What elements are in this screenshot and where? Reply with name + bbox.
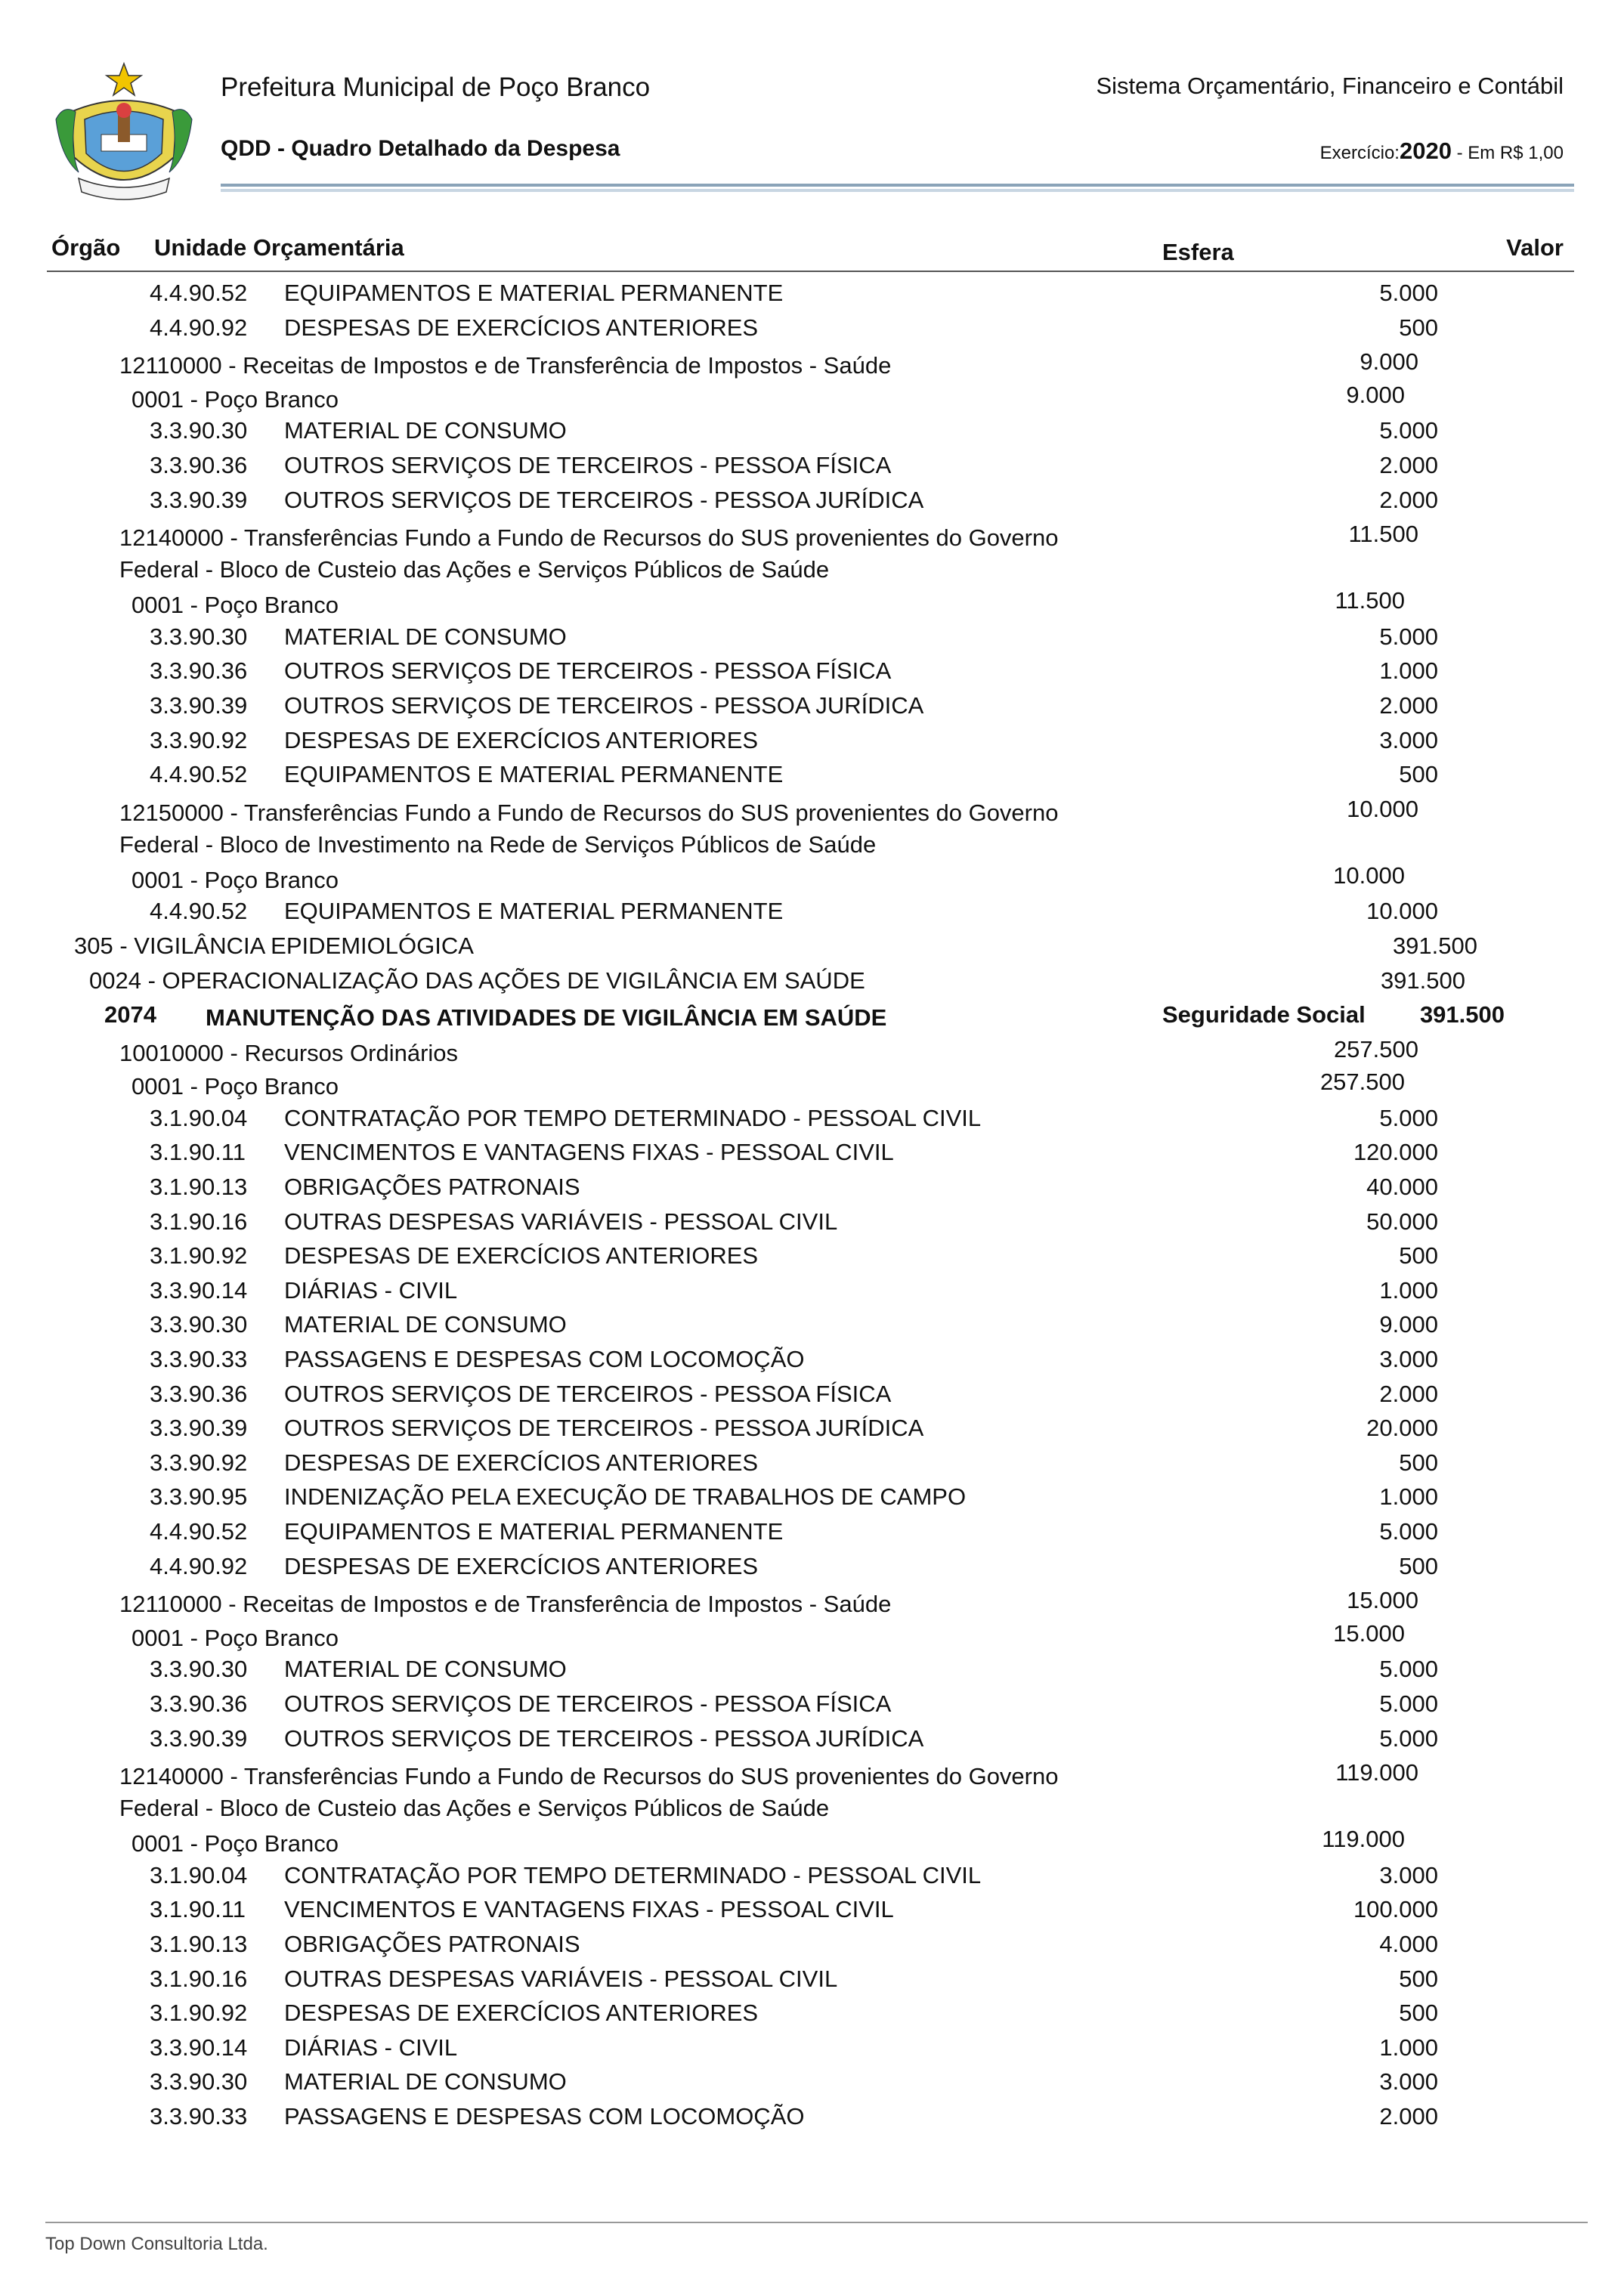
- expense-code: 3.3.90.39: [150, 691, 248, 719]
- expense-code: 3.3.90.95: [150, 1483, 248, 1511]
- expense-value: 20.000: [1366, 1415, 1438, 1442]
- expense-line-row: [0, 1961, 1624, 1996]
- expense-value: 1.000: [1379, 1276, 1438, 1304]
- expense-value: 3.000: [1379, 2068, 1438, 2096]
- expense-line-row: [0, 1651, 1624, 1686]
- expense-description: OUTROS SERVIÇOS DE TERCEIROS - PESSOA JURÍDICA: [284, 1415, 924, 1442]
- subprogram-value: 391.500: [1380, 967, 1465, 994]
- expense-line-row: [0, 1307, 1624, 1341]
- expense-description: DESPESAS DE EXERCÍCIOS ANTERIORES: [284, 1449, 759, 1476]
- resource-source-value: 9.000: [1360, 348, 1418, 376]
- expense-description: OUTROS SERVIÇOS DE TERCEIROS - PESSOA FÍSICA: [284, 1690, 892, 1717]
- expense-description: EQUIPAMENTOS E MATERIAL PERMANENTE: [284, 761, 784, 788]
- budget-unit-description: 0001 - Poço Branco: [131, 1073, 339, 1100]
- expense-description: MATERIAL DE CONSUMO: [284, 623, 567, 650]
- expense-line-row: [0, 1134, 1624, 1169]
- expense-line-row: [0, 688, 1624, 722]
- expense-code: 4.4.90.52: [150, 898, 248, 925]
- resource-source-description: [119, 522, 1058, 586]
- system-name: Sistema Orçamentário, Financeiro e Contábil: [1096, 73, 1564, 99]
- expense-code: 3.3.90.36: [150, 1690, 248, 1717]
- budget-unit-row: [0, 1066, 1624, 1100]
- expense-line-row: [0, 1926, 1624, 1961]
- expense-line-row: [0, 1721, 1624, 1755]
- budget-unit-value: 15.000: [1333, 1619, 1405, 1647]
- expense-value: 500: [1399, 314, 1438, 341]
- action-description: MANUTENÇÃO DAS ATIVIDADES DE VIGILÂNCIA EM SAÚDE: [206, 1004, 887, 1032]
- budget-unit-description: 0001 - Poço Branco: [131, 1624, 339, 1651]
- budget-unit-value: 119.000: [1322, 1826, 1405, 1853]
- expense-description: MATERIAL DE CONSUMO: [284, 1656, 567, 1683]
- column-header-rule: [47, 271, 1574, 272]
- expense-value: 5.000: [1379, 417, 1438, 444]
- resource-source-description: 12110000 - Receitas de Impostos e de Transferência de Impostos - Saúde: [119, 1591, 892, 1618]
- expense-description: DESPESAS DE EXERCÍCIOS ANTERIORES: [284, 1552, 759, 1579]
- expense-code: 4.4.90.52: [150, 1518, 248, 1545]
- expense-table: [0, 275, 1624, 2133]
- column-header-valor: Valor: [1506, 234, 1564, 261]
- expense-description: OUTRAS DESPESAS VARIÁVEIS - PESSOAL CIVIL: [284, 1208, 838, 1235]
- resource-source-description: 12110000 - Receitas de Impostos e de Transferência de Impostos - Saúde: [119, 352, 892, 379]
- expense-value: 50.000: [1366, 1208, 1438, 1235]
- expense-description: DESPESAS DE EXERCÍCIOS ANTERIORES: [284, 726, 759, 753]
- expense-line-row: [0, 1238, 1624, 1273]
- expense-value: 500: [1399, 761, 1438, 788]
- expense-line-row: [0, 893, 1624, 928]
- expense-description: EQUIPAMENTOS E MATERIAL PERMANENTE: [284, 280, 784, 306]
- header-divider: [221, 184, 1574, 187]
- expense-line-row: [0, 1376, 1624, 1411]
- expense-description: PASSAGENS E DESPESAS COM LOCOMOÇÃO: [284, 1346, 805, 1373]
- action-esfera: Seguridade Social: [1162, 1001, 1366, 1028]
- resource-source-row: [0, 344, 1624, 379]
- expense-description: VENCIMENTOS E VANTAGENS FIXAS - PESSOAL CIVIL: [284, 1139, 894, 1166]
- expense-code: 4.4.90.52: [150, 761, 248, 788]
- expense-code: 3.3.90.39: [150, 486, 248, 513]
- expense-code: 3.3.90.33: [150, 1346, 248, 1373]
- budget-unit-value: 257.500: [1319, 1069, 1405, 1096]
- expense-code: 3.3.90.39: [150, 1724, 248, 1752]
- program-row: [0, 928, 1624, 963]
- expense-code: 3.3.90.33: [150, 2102, 248, 2130]
- resource-source-line-1: 12150000 - Transferências Fundo a Fundo de Recursos do SUS provenientes do Governo: [119, 799, 1059, 826]
- expense-description: OUTROS SERVIÇOS DE TERCEIROS - PESSOA JURÍDICA: [284, 486, 924, 513]
- expense-code: 3.3.90.39: [150, 1415, 248, 1442]
- budget-unit-description: 0001 - Poço Branco: [131, 1830, 339, 1857]
- resource-source-description: [119, 797, 1058, 861]
- expense-description: OBRIGAÇÕES PATRONAIS: [284, 1174, 580, 1201]
- expense-description: DESPESAS DE EXERCÍCIOS ANTERIORES: [284, 1242, 759, 1270]
- expense-value: 500: [1399, 2000, 1438, 2027]
- expense-line-row: [0, 413, 1624, 447]
- expense-value: 3.000: [1379, 726, 1438, 753]
- expense-value: 2.000: [1379, 486, 1438, 513]
- resource-source-value: 257.500: [1333, 1035, 1418, 1062]
- expense-line-row: [0, 2030, 1624, 2065]
- expense-value: 5.000: [1379, 1518, 1438, 1545]
- expense-description: INDENIZAÇÃO PELA EXECUÇÃO DE TRABALHOS DE CAMPO: [284, 1483, 967, 1511]
- expense-value: 500: [1399, 1552, 1438, 1579]
- expense-line-row: [0, 1995, 1624, 2030]
- expense-value: 500: [1399, 1449, 1438, 1476]
- expense-description: DESPESAS DE EXERCÍCIOS ANTERIORES: [284, 314, 759, 341]
- program-description: 305 - VIGILÂNCIA EPIDEMIOLÓGICA: [74, 932, 474, 959]
- expense-description: EQUIPAMENTOS E MATERIAL PERMANENTE: [284, 898, 784, 925]
- expense-code: 3.3.90.92: [150, 726, 248, 753]
- expense-code: 3.3.90.36: [150, 657, 248, 685]
- resource-source-row: [0, 791, 1624, 859]
- expense-description: OUTROS SERVIÇOS DE TERCEIROS - PESSOA FÍSICA: [284, 451, 892, 478]
- expense-line-row: [0, 756, 1624, 791]
- expense-description: VENCIMENTOS E VANTAGENS FIXAS - PESSOAL CIVIL: [284, 1896, 894, 1923]
- resource-source-line-2: Federal - Bloco de Investimento na Rede de Serviços Públicos de Saúde: [119, 830, 877, 858]
- action-code: 2074: [104, 1001, 156, 1028]
- expense-value: 10.000: [1366, 898, 1438, 925]
- footer-company: Top Down Consultoria Ltda.: [45, 2234, 268, 2254]
- action-row: [0, 997, 1624, 1032]
- resource-source-description: [119, 1761, 1058, 1824]
- resource-source-row: [0, 1582, 1624, 1617]
- expense-code: 3.1.90.92: [150, 2000, 248, 2027]
- expense-code: 3.3.90.92: [150, 1449, 248, 1476]
- expense-line-row: [0, 1891, 1624, 1926]
- resource-source-value: 15.000: [1347, 1587, 1418, 1614]
- expense-code: 3.1.90.16: [150, 1965, 248, 1992]
- expense-description: CONTRATAÇÃO POR TEMPO DETERMINADO - PESSOAL CIVIL: [284, 1104, 982, 1131]
- expense-line-row: [0, 447, 1624, 482]
- expense-line-row: [0, 482, 1624, 517]
- expense-value: 9.000: [1379, 1311, 1438, 1338]
- expense-description: OUTROS SERVIÇOS DE TERCEIROS - PESSOA FÍSICA: [284, 657, 892, 685]
- expense-value: 120.000: [1353, 1139, 1438, 1166]
- subprogram-description: 0024 - OPERACIONALIZAÇÃO DAS AÇÕES DE VIGILÂNCIA EM SAÚDE: [89, 967, 865, 994]
- expense-description: CONTRATAÇÃO POR TEMPO DETERMINADO - PESSOAL CIVIL: [284, 1861, 982, 1888]
- expense-code: 4.4.90.92: [150, 314, 248, 341]
- expense-code: 3.3.90.36: [150, 1380, 248, 1407]
- expense-code: 3.3.90.36: [150, 451, 248, 478]
- report-title: QDD - Quadro Detalhado da Despesa: [221, 136, 620, 161]
- expense-code: 3.3.90.30: [150, 623, 248, 650]
- footer-divider: [45, 2222, 1588, 2223]
- budget-unit-row: [0, 379, 1624, 413]
- expense-code: 3.3.90.14: [150, 1276, 248, 1304]
- expense-value: 5.000: [1379, 280, 1438, 306]
- budget-unit-description: 0001 - Poço Branco: [131, 385, 339, 413]
- expense-code: 3.1.90.13: [150, 1930, 248, 1957]
- expense-description: OBRIGAÇÕES PATRONAIS: [284, 1930, 580, 1957]
- expense-code: 3.1.90.92: [150, 1242, 248, 1270]
- exercicio-unit: - Em R$ 1,00: [1451, 143, 1564, 163]
- expense-value: 4.000: [1379, 1930, 1438, 1957]
- action-value: 391.500: [1419, 1001, 1505, 1028]
- expense-description: OUTROS SERVIÇOS DE TERCEIROS - PESSOA FÍSICA: [284, 1380, 892, 1407]
- expense-code: 3.1.90.11: [150, 1896, 246, 1923]
- expense-line-row: [0, 1410, 1624, 1445]
- budget-unit-value: 11.500: [1335, 587, 1405, 614]
- header-divider-shadow: [221, 189, 1574, 192]
- expense-code: 3.1.90.04: [150, 1861, 248, 1888]
- expense-value: 500: [1399, 1242, 1438, 1270]
- resource-source-line-1: 12140000 - Transferências Fundo a Fundo de Recursos do SUS provenientes do Governo: [119, 524, 1059, 552]
- budget-unit-row: [0, 1617, 1624, 1652]
- expense-line-row: [0, 1341, 1624, 1376]
- expense-line-row: [0, 275, 1624, 310]
- expense-value: 500: [1399, 1965, 1438, 1992]
- budget-unit-row: [0, 859, 1624, 894]
- expense-line-row: [0, 2064, 1624, 2099]
- expense-value: 2.000: [1379, 691, 1438, 719]
- expense-code: 3.1.90.04: [150, 1104, 248, 1131]
- expense-value: 5.000: [1379, 623, 1438, 650]
- expense-line-row: [0, 1857, 1624, 1892]
- expense-line-row: [0, 1686, 1624, 1721]
- expense-line-row: [0, 1273, 1624, 1307]
- expense-description: MATERIAL DE CONSUMO: [284, 417, 567, 444]
- expense-description: DIÁRIAS - CIVIL: [284, 1276, 458, 1304]
- expense-description: DESPESAS DE EXERCÍCIOS ANTERIORES: [284, 2000, 759, 2027]
- expense-description: OUTROS SERVIÇOS DE TERCEIROS - PESSOA JURÍDICA: [284, 691, 924, 719]
- expense-line-row: [0, 1479, 1624, 1514]
- expense-code: 4.4.90.92: [150, 1552, 248, 1579]
- expense-description: MATERIAL DE CONSUMO: [284, 2068, 567, 2096]
- expense-value: 3.000: [1379, 1861, 1438, 1888]
- expense-line-row: [0, 619, 1624, 654]
- expense-line-row: [0, 1204, 1624, 1239]
- expense-line-row: [0, 1514, 1624, 1548]
- expense-code: 3.1.90.11: [150, 1139, 246, 1166]
- resource-source-row: [0, 1755, 1624, 1823]
- expense-value: 2.000: [1379, 1380, 1438, 1407]
- expense-line-row: [0, 1169, 1624, 1204]
- expense-description: PASSAGENS E DESPESAS COM LOCOMOÇÃO: [284, 2102, 805, 2130]
- expense-value: 1.000: [1379, 1483, 1438, 1511]
- resource-source-value: 119.000: [1335, 1759, 1418, 1786]
- expense-code: 3.3.90.14: [150, 2034, 248, 2061]
- program-value: 391.500: [1392, 932, 1477, 959]
- exercicio-label: Exercício:: [1319, 143, 1400, 163]
- expense-value: 2.000: [1379, 2102, 1438, 2130]
- expense-line-row: [0, 310, 1624, 345]
- budget-unit-value: 9.000: [1346, 381, 1405, 408]
- budget-unit-description: 0001 - Poço Branco: [131, 592, 339, 619]
- exercicio-info: [1320, 138, 1564, 165]
- expense-code: 3.3.90.30: [150, 1656, 248, 1683]
- column-header-orgao: Órgão: [51, 234, 121, 261]
- header-title: Prefeitura Municipal de Poço Branco: [221, 73, 651, 102]
- resource-source-row: [0, 516, 1624, 584]
- expense-code: 3.3.90.30: [150, 2068, 248, 2096]
- budget-unit-row: [0, 584, 1624, 619]
- budget-unit-value: 10.000: [1333, 861, 1405, 889]
- budget-unit-row: [0, 1823, 1624, 1857]
- expense-description: EQUIPAMENTOS E MATERIAL PERMANENTE: [284, 1518, 784, 1545]
- expense-description: MATERIAL DE CONSUMO: [284, 1311, 567, 1338]
- expense-value: 5.000: [1379, 1724, 1438, 1752]
- expense-value: 3.000: [1379, 1346, 1438, 1373]
- expense-line-row: [0, 722, 1624, 757]
- expense-value: 40.000: [1366, 1174, 1438, 1201]
- municipal-crest-logo: [48, 59, 200, 210]
- expense-value: 2.000: [1379, 451, 1438, 478]
- expense-line-row: [0, 1445, 1624, 1480]
- resource-source-value: 11.500: [1348, 521, 1418, 548]
- expense-code: 3.1.90.16: [150, 1208, 248, 1235]
- resource-source-description: 10010000 - Recursos Ordinários: [119, 1039, 459, 1066]
- expense-code: 3.3.90.30: [150, 417, 248, 444]
- expense-value: 5.000: [1379, 1656, 1438, 1683]
- expense-value: 5.000: [1379, 1690, 1438, 1717]
- expense-description: DIÁRIAS - CIVIL: [284, 2034, 458, 2061]
- expense-description: OUTROS SERVIÇOS DE TERCEIROS - PESSOA JURÍDICA: [284, 1724, 924, 1752]
- resource-source-line-2: Federal - Bloco de Custeio das Ações e Serviços Públicos de Saúde: [119, 556, 830, 583]
- subprogram-row: [0, 963, 1624, 997]
- column-header-esfera: Esfera: [1162, 239, 1234, 265]
- exercicio-year: 2020: [1399, 138, 1452, 164]
- expense-value: 1.000: [1379, 657, 1438, 685]
- resource-source-value: 10.000: [1347, 795, 1418, 822]
- expense-description: OUTRAS DESPESAS VARIÁVEIS - PESSOAL CIVIL: [284, 1965, 838, 1992]
- expense-line-row: [0, 653, 1624, 688]
- expense-code: 3.1.90.13: [150, 1174, 248, 1201]
- expense-line-row: [0, 1100, 1624, 1135]
- expense-code: 4.4.90.52: [150, 280, 248, 306]
- expense-line-row: [0, 2099, 1624, 2133]
- resource-source-line-2: Federal - Bloco de Custeio das Ações e Serviços Públicos de Saúde: [119, 1795, 830, 1822]
- resource-source-row: [0, 1032, 1624, 1066]
- expense-value: 100.000: [1353, 1896, 1438, 1923]
- expense-value: 5.000: [1379, 1104, 1438, 1131]
- column-header-unidade: Unidade Orçamentária: [154, 234, 404, 261]
- expense-value: 1.000: [1379, 2034, 1438, 2061]
- budget-unit-description: 0001 - Poço Branco: [131, 866, 339, 893]
- expense-code: 3.3.90.30: [150, 1311, 248, 1338]
- resource-source-line-1: 12140000 - Transferências Fundo a Fundo de Recursos do SUS provenientes do Governo: [119, 1763, 1059, 1790]
- expense-line-row: [0, 1548, 1624, 1583]
